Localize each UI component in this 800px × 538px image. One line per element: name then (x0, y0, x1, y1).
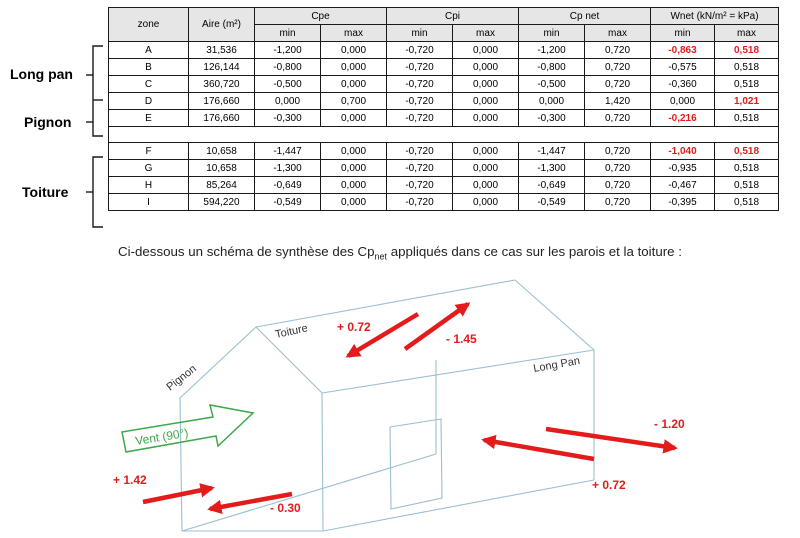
table-row (109, 110, 779, 127)
header-cpi: Cpi (387, 8, 519, 25)
wind-label: Vent (90°) (134, 425, 190, 448)
table-row (109, 76, 779, 93)
header-aire: Aire (m²) (189, 8, 255, 42)
cell-cpnet-max: 0,720 (585, 160, 651, 177)
label-long-pan: Long Pan (532, 354, 581, 375)
header-min: min (651, 25, 715, 42)
table-body (109, 42, 779, 211)
cell-cpe-max: 0,700 (321, 93, 387, 110)
header-wnet: Wnet (kN/m² = kPa) (651, 8, 779, 25)
value-roof-plus: + 0.72 (337, 320, 371, 334)
cell-wnet-min: -1,040 (651, 143, 715, 160)
table-row (109, 194, 779, 211)
cell-wnet-min: -0,467 (651, 177, 715, 194)
cell-cpe-min: -0,500 (255, 76, 321, 93)
cell-zone: I (109, 194, 189, 211)
cell-cpnet-max: 0,720 (585, 76, 651, 93)
arrow-long-pan-minus (546, 429, 675, 448)
door (390, 419, 442, 509)
cell-cpe-min: -1,300 (255, 160, 321, 177)
cell-wnet-min: -0,863 (651, 42, 715, 59)
header-min: min (519, 25, 585, 42)
caption-text-end: appliqués dans ce cas sur les parois et la toiture : (387, 244, 682, 259)
cell-cpi-max: 0,000 (453, 76, 519, 93)
cell-wnet-max: 0,518 (715, 143, 779, 160)
table-row (109, 177, 779, 194)
cell-wnet-max: 0,518 (715, 42, 779, 59)
table-header-row (109, 8, 779, 25)
cell-cpi-max: 0,000 (453, 93, 519, 110)
cell-aire: 176,660 (189, 110, 255, 127)
cell-cpnet-max: 0,720 (585, 42, 651, 59)
table-separator-row (109, 127, 779, 143)
cell-cpnet-min: -1,300 (519, 160, 585, 177)
value-pignon-plus: + 1.42 (113, 473, 147, 487)
cell-zone: E (109, 110, 189, 127)
cell-wnet-max: 0,518 (715, 177, 779, 194)
cell-aire: 10,658 (189, 143, 255, 160)
header-cpe: Cpe (255, 8, 387, 25)
cell-cpi-min: -0,720 (387, 194, 453, 211)
cell-cpe-max: 0,000 (321, 110, 387, 127)
bracket-toiture (93, 157, 103, 227)
cell-aire: 594,220 (189, 194, 255, 211)
cell-cpe-max: 0,000 (321, 194, 387, 211)
hidden-base (182, 454, 436, 531)
cp-table-container (108, 7, 779, 211)
cell-aire: 10,658 (189, 160, 255, 177)
cell-cpnet-min: -1,447 (519, 143, 585, 160)
cell-aire: 126,144 (189, 59, 255, 76)
cp-values (113, 320, 685, 515)
cell-cpi-max: 0,000 (453, 110, 519, 127)
header-max: max (321, 25, 387, 42)
caption-text: Ci-dessous un schéma de synthèse des Cp (118, 244, 375, 259)
cell-zone: F (109, 143, 189, 160)
header-max: max (715, 25, 779, 42)
cell-cpi-max: 0,000 (453, 177, 519, 194)
cell-wnet-max: 0,518 (715, 160, 779, 177)
cell-wnet-min: 0,000 (651, 93, 715, 110)
cell-cpi-max: 0,000 (453, 194, 519, 211)
cell-cpe-max: 0,000 (321, 177, 387, 194)
cell-cpnet-min: -0,300 (519, 110, 585, 127)
cp-table (108, 7, 779, 211)
cell-cpi-max: 0,000 (453, 42, 519, 59)
cell-aire: 360,720 (189, 76, 255, 93)
wind-arrow (122, 405, 253, 452)
cell-cpi-max: 0,000 (453, 160, 519, 177)
cell-wnet-max: 0,518 (715, 110, 779, 127)
table-row (109, 93, 779, 110)
table-row (109, 160, 779, 177)
cell-wnet-min: -0,575 (651, 59, 715, 76)
cell-cpe-min: -0,800 (255, 59, 321, 76)
cell-cpe-min: 0,000 (255, 93, 321, 110)
cell-wnet-max: 1,021 (715, 93, 779, 110)
separator-cell (109, 127, 779, 143)
table-row (109, 42, 779, 59)
cell-cpe-min: -1,200 (255, 42, 321, 59)
cell-cpnet-min: -0,549 (519, 194, 585, 211)
cell-wnet-max: 0,518 (715, 76, 779, 93)
bracket-long-pan (93, 46, 103, 136)
cell-zone: G (109, 160, 189, 177)
cell-cpe-max: 0,000 (321, 76, 387, 93)
arrow-pignon-plus (143, 488, 212, 502)
cell-cpi-max: 0,000 (453, 59, 519, 76)
cell-cpnet-max: 0,720 (585, 143, 651, 160)
side-label-toiture: Toiture (22, 184, 69, 200)
header-cpnet: Cp net (519, 8, 651, 25)
cell-cpi-min: -0,720 (387, 160, 453, 177)
cell-wnet-min: -0,360 (651, 76, 715, 93)
cell-wnet-min: -0,395 (651, 194, 715, 211)
cell-zone: H (109, 177, 189, 194)
cell-aire: 176,660 (189, 93, 255, 110)
building-outline (180, 280, 594, 531)
cell-aire: 31,536 (189, 42, 255, 59)
cell-cpe-max: 0,000 (321, 143, 387, 160)
cell-cpnet-max: 0,720 (585, 194, 651, 211)
header-zone: zone (109, 8, 189, 42)
cell-cpi-max: 0,000 (453, 143, 519, 160)
cell-zone: A (109, 42, 189, 59)
cell-cpi-min: -0,720 (387, 42, 453, 59)
cell-cpnet-max: 0,720 (585, 110, 651, 127)
cell-cpi-min: -0,720 (387, 59, 453, 76)
cell-wnet-max: 0,518 (715, 59, 779, 76)
table-row (109, 59, 779, 76)
cell-cpnet-max: 1,420 (585, 93, 651, 110)
label-pignon: Pignon (164, 362, 199, 394)
cell-wnet-min: -0,216 (651, 110, 715, 127)
table-row (109, 143, 779, 160)
side-label-long-pan: Long pan (10, 66, 73, 82)
cell-cpnet-min: -0,500 (519, 76, 585, 93)
cell-cpnet-min: -1,200 (519, 42, 585, 59)
cell-zone: B (109, 59, 189, 76)
value-long-pan-minus: - 1.20 (654, 417, 685, 431)
value-roof-minus: - 1.45 (446, 332, 477, 346)
roof-ridge (256, 280, 515, 327)
header-max: max (585, 25, 651, 42)
cell-cpnet-max: 0,720 (585, 177, 651, 194)
cell-aire: 85,264 (189, 177, 255, 194)
cell-cpi-min: -0,720 (387, 143, 453, 160)
cell-zone: D (109, 93, 189, 110)
arrow-long-pan-plus (484, 440, 594, 459)
cell-wnet-max: 0,518 (715, 194, 779, 211)
value-long-pan-plus: + 0.72 (592, 478, 626, 492)
cell-cpe-min: -0,300 (255, 110, 321, 127)
cell-cpi-min: -0,720 (387, 93, 453, 110)
cell-cpi-min: -0,720 (387, 177, 453, 194)
header-min: min (255, 25, 321, 42)
cell-cpe-max: 0,000 (321, 59, 387, 76)
label-toiture: Toiture (274, 322, 309, 341)
caption (0, 244, 800, 262)
building-diagram (0, 268, 800, 538)
base-line (323, 480, 594, 531)
side-brackets (0, 0, 110, 240)
cell-cpe-min: -0,649 (255, 177, 321, 194)
cell-cpnet-min: 0,000 (519, 93, 585, 110)
value-pignon-minus: - 0.30 (270, 501, 301, 515)
cell-cpi-min: -0,720 (387, 76, 453, 93)
cell-cpnet-min: -0,649 (519, 177, 585, 194)
cell-zone: C (109, 76, 189, 93)
cell-cpe-max: 0,000 (321, 160, 387, 177)
cell-cpi-min: -0,720 (387, 110, 453, 127)
cell-wnet-min: -0,935 (651, 160, 715, 177)
caption-subscript: net (374, 251, 388, 262)
cell-cpe-min: -0,549 (255, 194, 321, 211)
side-label-pignon: Pignon (24, 114, 72, 130)
cell-cpnet-max: 0,720 (585, 59, 651, 76)
cell-cpe-min: -1,447 (255, 143, 321, 160)
header-min: min (387, 25, 453, 42)
cell-cpnet-min: -0,800 (519, 59, 585, 76)
header-max: max (453, 25, 519, 42)
back-gable-edge (515, 280, 594, 350)
cell-cpe-max: 0,000 (321, 42, 387, 59)
